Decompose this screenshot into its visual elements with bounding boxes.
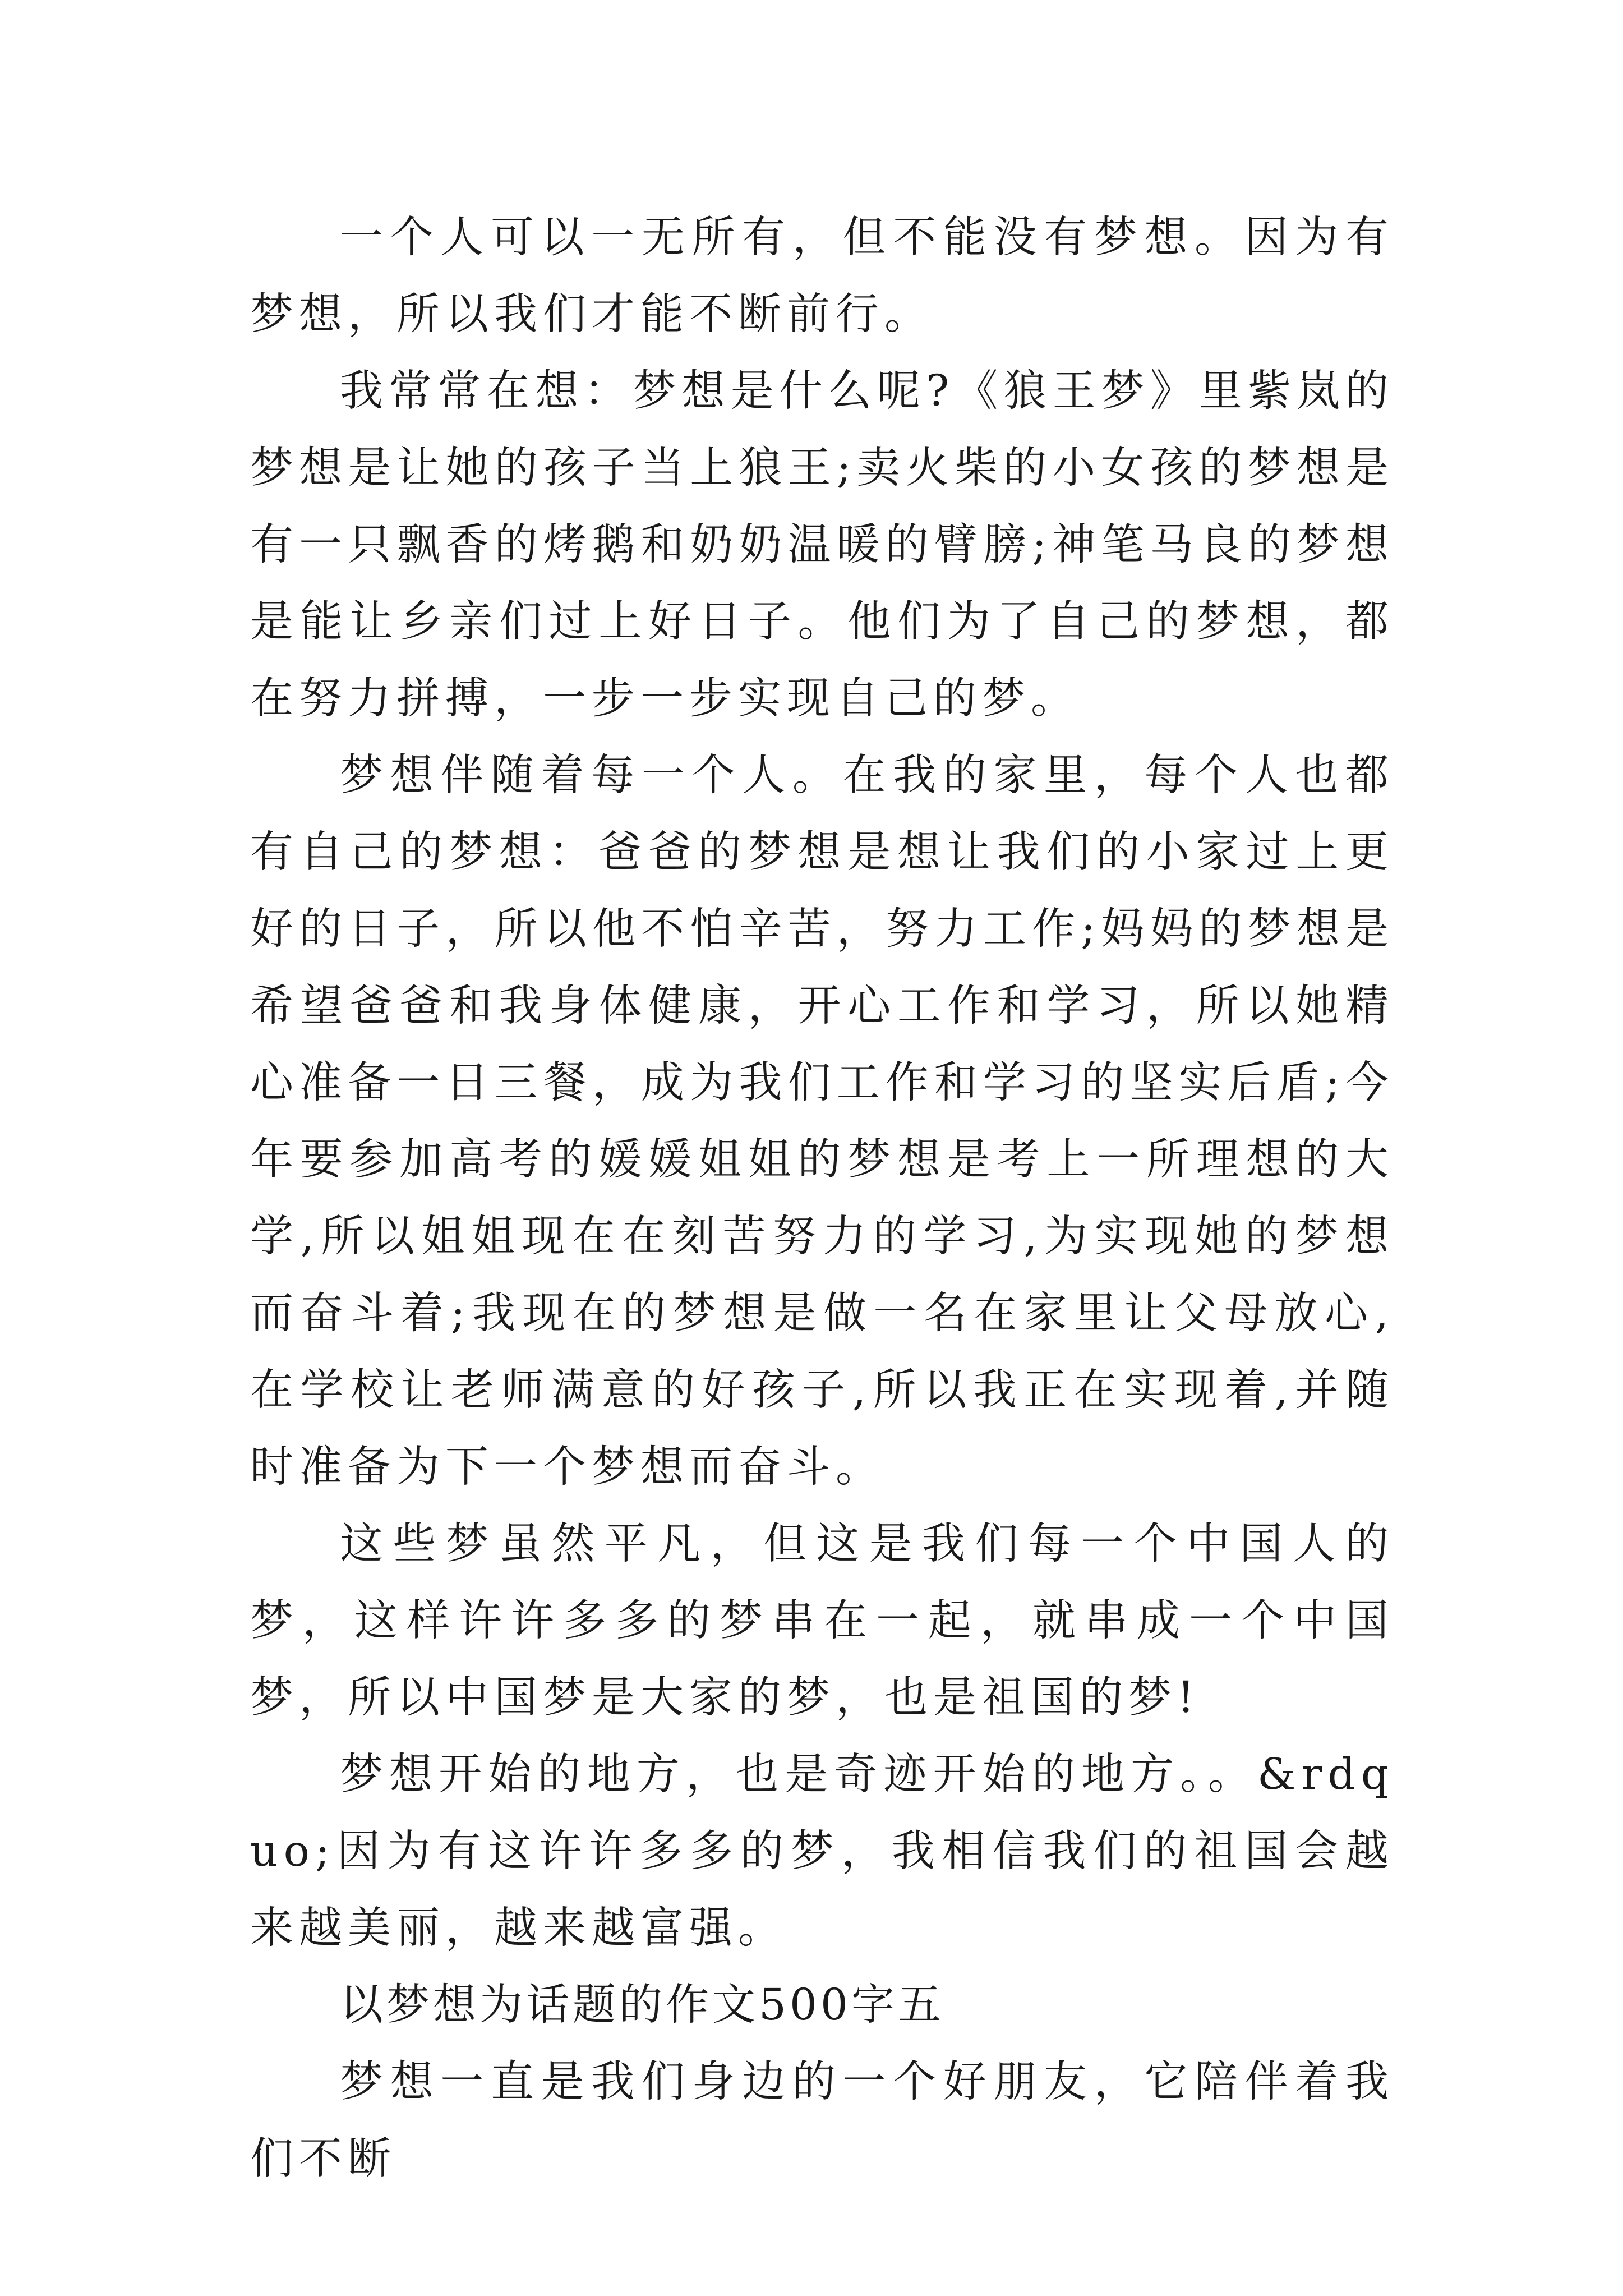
paragraph-conclusion: 梦想开始的地方，也是奇迹开始的地方。。&rdquo;因为有这许许多多的梦，我相信我们的祖国会越来越美丽，越来越富强。 xyxy=(250,1750,1394,1953)
paragraph-next-essay-start: 梦想一直是我们身边的一个好朋友，它陪伴着我们不断 xyxy=(250,2057,1394,2184)
essay-body xyxy=(250,199,1394,2197)
paragraph-family-dreams: 梦想伴随着每一个人。在我的家里，每个人也都有自己的梦想：爸爸的梦想是想让我们的小家过上更好的日子，所以他不怕辛苦，努力工作;妈妈的梦想是希望爸爸和我身体健康，开心工作和学习，所以她精心准备一日三餐，成为我们工作和学习的坚实后盾;今年要参加高考的媛媛姐姐的梦想是考上一所理想的大学,所以姐姐现在在刻苦努力的学习,为实现她的梦想而奋斗着;我现在的梦想是做一名在家里让父母放心,在学校让老师满意的好孩子,所以我正在实现着,并随时准备为下一个梦想而奋斗。 xyxy=(250,751,1394,1492)
paragraph-china-dream: 这些梦虽然平凡，但这是我们每一个中国人的梦，这样许许多多的梦串在一起，就串成一个中国梦，所以中国梦是大家的梦，也是祖国的梦! xyxy=(250,1519,1394,1723)
section-heading: 以梦想为话题的作文500字五 xyxy=(340,1980,944,2030)
paragraph-intro: 一个人可以一无所有，但不能没有梦想。因为有梦想，所以我们才能不断前行。 xyxy=(250,213,1394,339)
paragraph-dream-examples: 我常常在想：梦想是什么呢?《狼王梦》里紫岚的梦想是让她的孩子当上狼王;卖火柴的小女孩的梦想是有一只飘香的烤鹅和奶奶温暖的臂膀;神笔马良的梦想是能让乡亲们过上好日子。他们为了自己的梦想，都在努力拼搏，一步一步实现自己的梦。 xyxy=(250,366,1394,724)
